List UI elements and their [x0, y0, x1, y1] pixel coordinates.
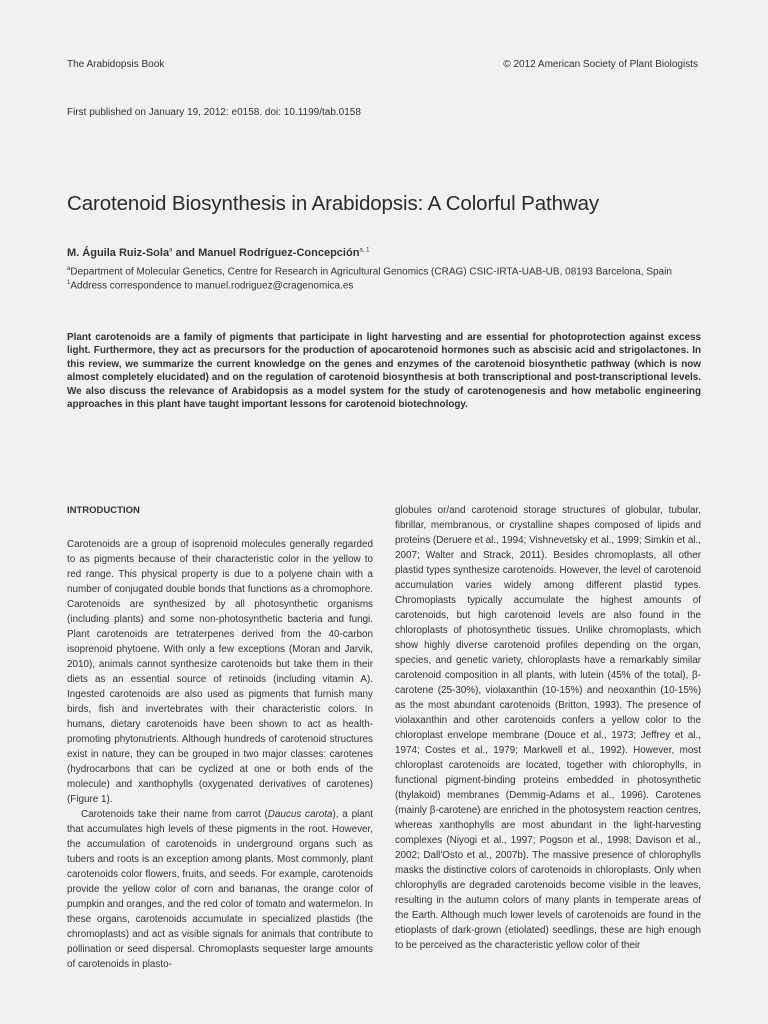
affiliation-text: Department of Molecular Genetics, Centre for Research in Agricultural Genomics (CRAG) CSIC-IRTA-UAB-UB, 08193 Barcelona, Spain [70, 266, 672, 278]
body-paragraph: globules or/and carotenoid storage structures of globular, tubular, fibrillar, membranous, or crystalline shapes composed of lipids and proteins (Deruere et al., 1994; Vishnevetsky et al., 1999; Simkin et al., 2007; Walter and Strack, 2011). Besides chromoplasts, all other plastid types synthesize carotenoids. However, the level of carotenoid accumulation varies widely among different plastid types. Chromoplasts typically accumulate the highest amounts of carotenoids, but high carotenoid levels are also found in the chloroplasts of photosynthetic tissues. Unlike chromoplasts, which show highly diverse carotenoid profiles depending on the organ, species, and genetic variety, chloroplasts have a remarkably similar carotenoid composition in all plants, with lutein (45% of the total), β-carotene (25-30%), violaxanthin (10-15%) and neoxanthin (10-15%) as the most abundant carotenoids (Britton, 1993). The presence of violaxanthin and other carotenoids confers a yellow color to the chloroplast envelope membrane (Douce et al., 1973; Jeffrey et al., 1974; Costes et al., 1979; Markwell et al., 1992). However, most chloroplast carotenoids are located, together with chlorophylls, in functional pigment-binding proteins embedded in photosynthetic (thylakoid) membranes (Demmig-Adams et al., 1996). Carotenes (mainly β-carotene) are enriched in the photosystem reaction centres, whereas xanthophylls are most abundant in the light-harvesting complexes (Niyogi et al., 1997; Pogson et al., 1998; Davison et al., 2002; Dall'Osto et al., 2007b). The massive presence of chlorophylls masks the distinctive colors of carotenoids in chloroplasts. Only when chlorophylls are degraded carotenoids become visible in the leaves, resulting in the autumn colors of many plants in temperate areas of the Earth. Although much lower levels of carotenoids are found in the etioplasts of dark-grown (etiolated) seedlings, these are high enough to be perceived as the characteristic yellow color of their [395, 505, 701, 951]
affiliation [67, 266, 672, 277]
section-heading: INTRODUCTION [67, 505, 140, 516]
right-column [395, 503, 701, 953]
left-column [67, 503, 373, 972]
paragraph-text: Carotenoids take their name from carrot ( [81, 809, 268, 820]
author-name: M. Águila Ruiz-Sola [67, 247, 170, 259]
affiliation-mark: a [67, 266, 71, 272]
species-name: Daucus carota [267, 809, 333, 820]
body-paragraph: Carotenoids are a group of isoprenoid molecules generally regarded to as pigments because of their characteristic color in the yellow to red range. This physical property is due to a polyene chain with a number of conjugated double bonds that functions as a chromophore. Carotenoids are synthesized by all photosynthetic organisms (including plants) and some non-photosynthetic bacteria and fungi. Plant carotenoids are tetraterpenes derived from the 40-carbon isoprenoid phytoene. With only a few exceptions (Moran and Jarvik, 2010), animals cannot synthesize carotenoids but take them in their diets as an essential source of retinoids (including vitamin A). Ingested carotenoids are also used as pigments that furnish many birds, fish and invertebrates with their characteristic colors. In humans, dietary carotenoids have been shown to act as health-promoting phytonutrients. Although hundreds of carotenoid structures exist in nature, they can be grouped in two major classes: carotenes (hydrocarbons that can be cyclized at one or both ends of the molecule) and xanthophylls (oxygenated derivatives of carotenes) (Figure 1). [67, 539, 373, 805]
author-affil-mark: a, 1 [359, 247, 370, 254]
article-title: Carotenoid Biosynthesis in Arabidopsis: A Colorful Pathway [67, 192, 600, 215]
author-affil-mark: a [169, 247, 173, 254]
abstract: Plant carotenoids are a family of pigments that participate in light harvesting and are essential for photoprotection against excess light. Furthermore, they act as precursors for the production of apocarotenoid hormones such as abscisic acid and strigolactones. In this review, we summarize the current knowledge on the genes and enzymes of the carotenoid biosynthetic pathway (which is now almost completely elucidated) and on the regulation of carotenoid biosynthesis at both transcriptional and post-transcriptional levels. We also discuss the relevance of Arabidopsis as a model system for the study of carotenogenesis and how metabolic engineering approaches in this plant have taught important lessons for carotenoid biotechnology. [67, 332, 701, 411]
body-paragraph [67, 807, 373, 972]
copyright-notice: © 2012 American Society of Plant Biologists [503, 59, 698, 70]
author-separator: and [172, 247, 199, 259]
correspondence [67, 280, 353, 291]
publication-info: First published on January 19, 2012: e0158. doi: 10.1199/tab.0158 [67, 107, 361, 118]
paragraph-text: ), a plant that accumulates high levels of these pigments in the root. However, the accumulation of carotenoids in underground organs such as tubers and roots is an exception among plants. Most commonly, plant carotenoids color flowers, fruits, and seeds. For example, carotenoids provide the yellow color of corn and bananas, the orange color of pumpkin and oranges, and the red color of tomato and watermelon. In these organs, carotenoids accumulate in specialized plastids (the chromoplasts) and act as visible signals for animals that contribute to pollination or seed dispersal. Chromoplasts sequester large amounts of carotenoids in plasto- [67, 809, 373, 970]
correspondence-text: Address correspondence to manuel.rodriguez@cragenomica.es [70, 280, 354, 292]
affiliation-mark: 1 [67, 280, 71, 286]
book-name: The Arabidopsis Book [67, 59, 165, 70]
author-list [67, 247, 369, 259]
author-name: Manuel Rodríguez-Concepción [198, 247, 360, 259]
